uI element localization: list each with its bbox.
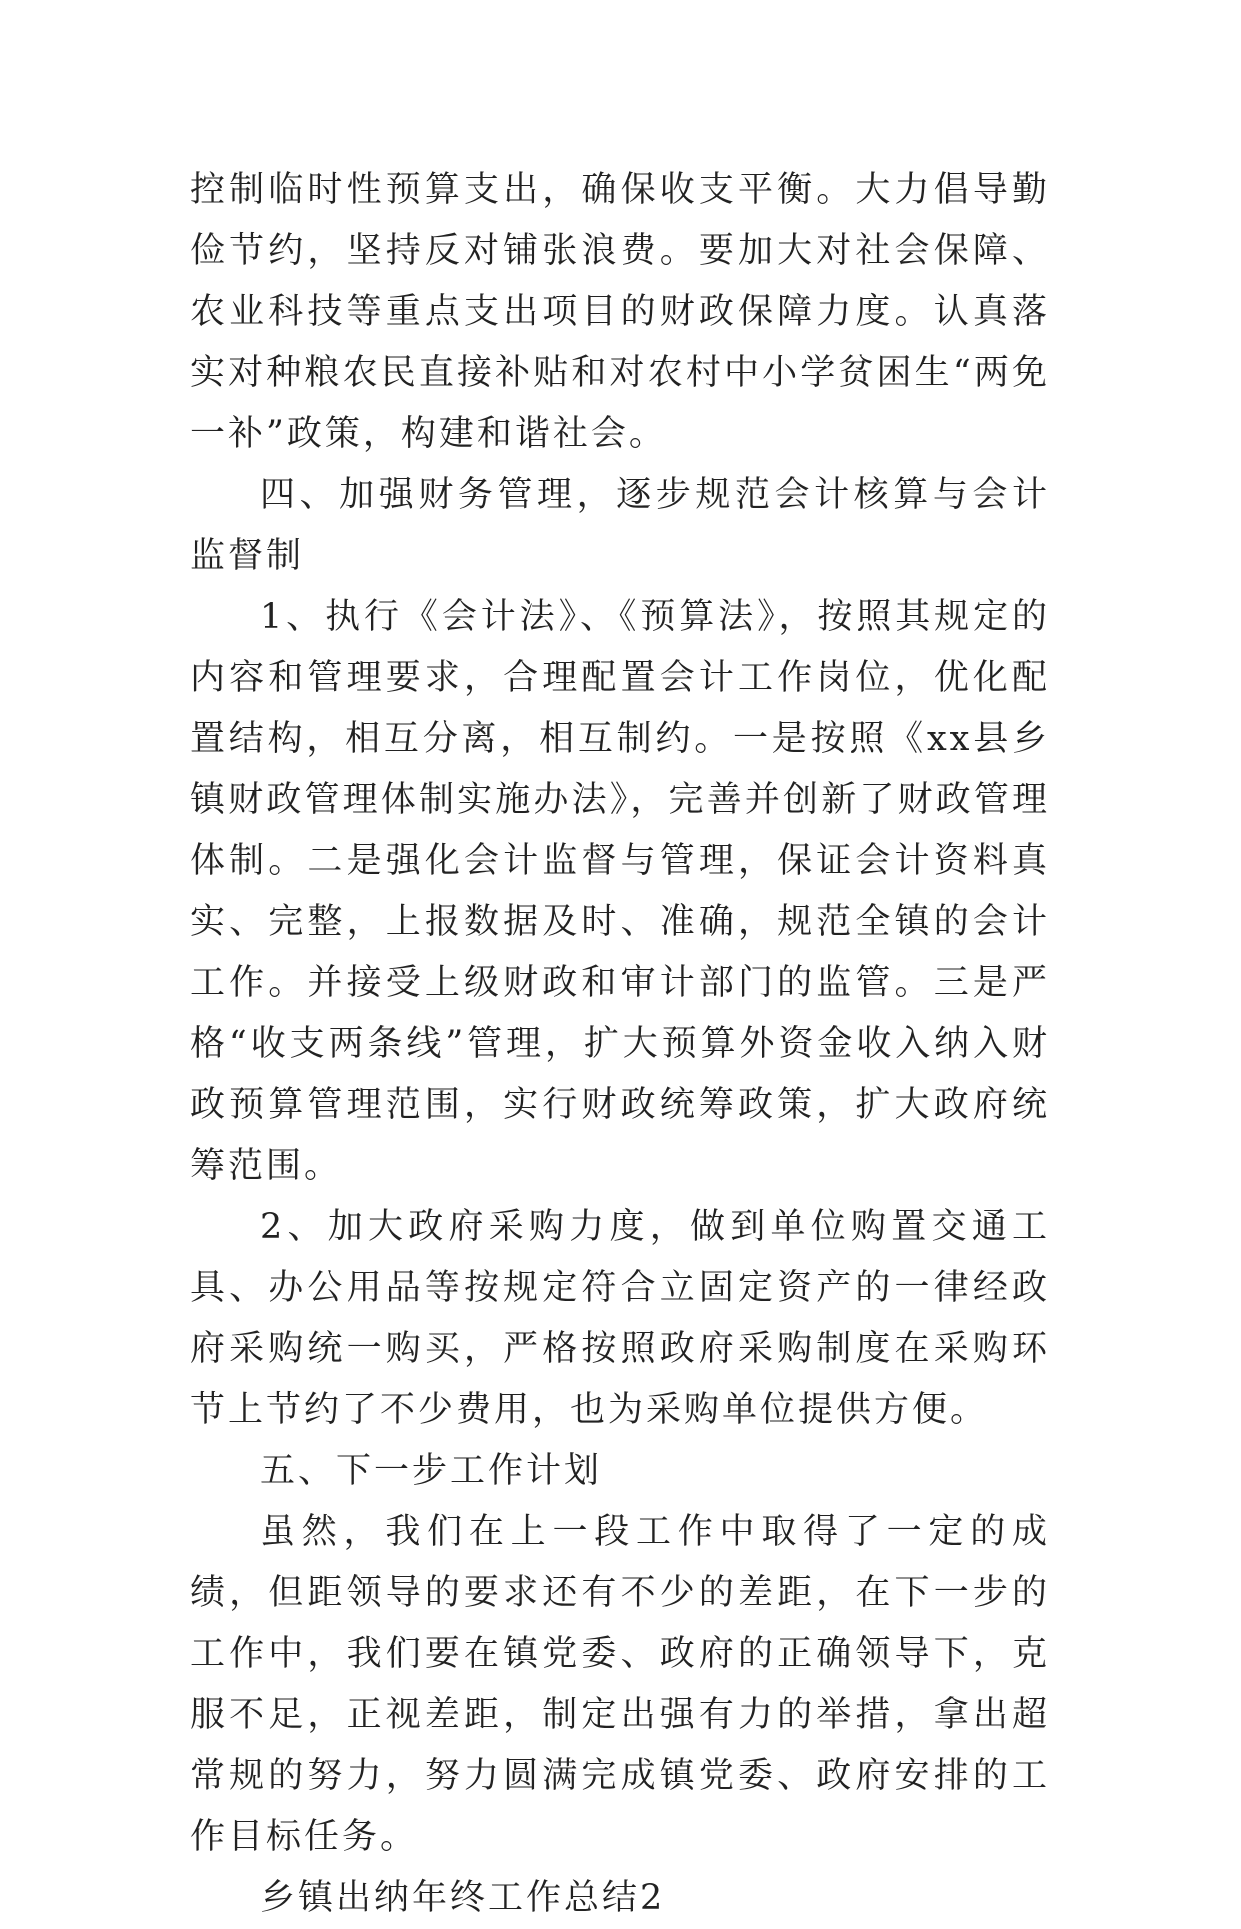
document-title-2: 乡镇出纳年终工作总结2 [260,1878,666,1918]
document-body [190,160,1050,1929]
paragraph-accounting-law: 1、执行《会计法》、《预算法》，按照其规定的内容和管理要求，合理配置会计工作岗位，优化配置结构，相互分离，相互制约。一是按照《xx县乡镇财政管理体制实施办法》，完善并创新了财政管理体制。二是强化会计监督与管理，保证会计资料真实、完整，上报数据及时、准确，规范全镇的会计工作。并接受上级财政和审计部门的监管。三是严格“收支两条线”管理，扩大预算外资金收入纳入财政预算管理范围，实行财政统筹政策，扩大政府统筹范围。 [190,597,1050,1186]
paragraph-budget-control: 控制临时性预算支出，确保收支平衡。大力倡导勤俭节约，坚持反对铺张浪费。要加大对社会保障、农业科技等重点支出项目的财政保障力度。认真落实对种粮农民直接补贴和对农村中小学贫困生“两免一补”政策，构建和谐社会。 [190,170,1050,454]
section-heading-five: 五、下一步工作计划 [260,1451,603,1491]
paragraph-procurement: 2、加大政府采购力度，做到单位购置交通工具、办公用品等按规定符合立固定资产的一律经政府采购统一购买，严格按照政府采购制度在采购环节上节约了不少费用，也为采购单位提供方便。 [190,1207,1050,1430]
paragraph-next-steps: 虽然，我们在上一段工作中取得了一定的成绩，但距领导的要求还有不少的差距，在下一步的工作中，我们要在镇党委、政府的正确领导下，克服不足，正视差距，制定出强有力的举措，拿出超常规的努力，努力圆满完成镇党委、政府安排的工作目标任务。 [190,1512,1050,1857]
section-heading-four: 四、加强财务管理，逐步规范会计核算与会计监督制 [190,475,1050,576]
